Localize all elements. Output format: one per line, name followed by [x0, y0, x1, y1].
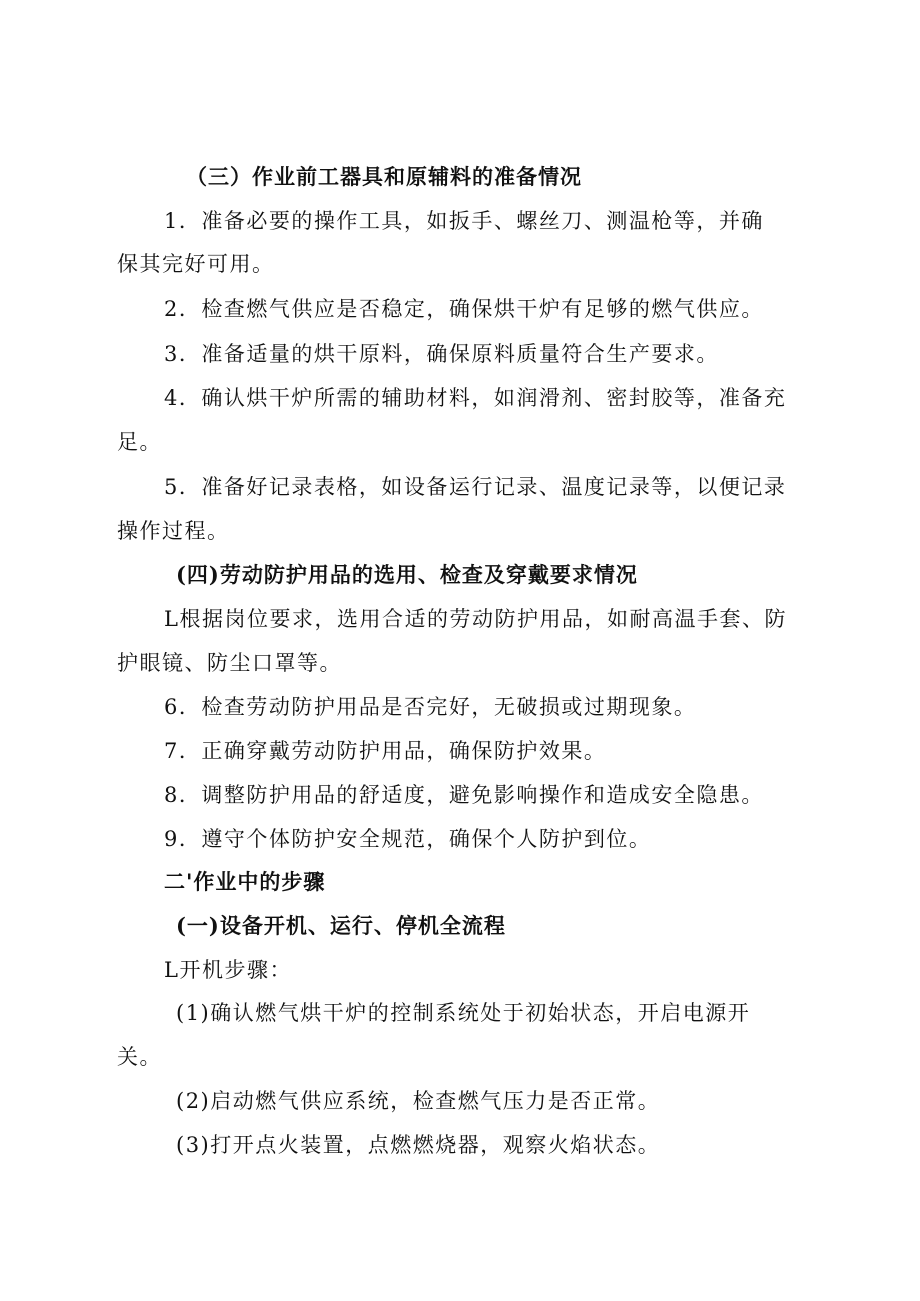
- ppe-item-1-text-continued: 护眼镜、防尘口罩等。: [117, 651, 342, 675]
- ppe-item-9-text: 9．遵守个体防护安全规范，确保个人防护到位。: [164, 827, 652, 851]
- item-4-text-continued: 足。: [117, 430, 162, 454]
- item-3-text: 3．准备适量的烘干原料，确保原料质量符合生产要求。: [164, 342, 719, 366]
- startup-step-2-text: (2)启动燃气供应系统，检查燃气压力是否正常。: [176, 1089, 661, 1113]
- item-2-text: 2．检查燃气供应是否稳定，确保烘干炉有足够的燃气供应。: [164, 297, 764, 321]
- startup-step-1-text: (1)确认燃气烘干炉的控制系统处于初始状态，开启电源开: [176, 1001, 751, 1025]
- item-1-text: 1．准备必要的操作工具，如扳手、螺丝刀、测温枪等，并确: [164, 209, 764, 233]
- section-4-heading: (四)劳动防护用品的选用、检查及穿戴要求情况: [176, 562, 638, 587]
- item-4-text: 4．确认烘干炉所需的辅助材料，如润滑剂、密封胶等，准备充: [164, 386, 787, 410]
- ppe-item-7-text: 7．正确穿戴劳动防护用品，确保防护效果。: [164, 739, 607, 763]
- item-5-text: 5．准备好记录表格，如设备运行记录、温度记录等，以便记录: [164, 475, 787, 499]
- item-5-text-continued: 操作过程。: [117, 519, 230, 543]
- ppe-item-1-text: L根据岗位要求，选用合适的劳动防护用品，如耐高温手套、防: [164, 607, 787, 631]
- item-1-text-continued: 保其完好可用。: [117, 252, 275, 276]
- ppe-item-8-text: 8．调整防护用品的舒适度，避免影响操作和造成安全隐患。: [164, 783, 764, 807]
- ppe-item-6-text: 6．检查劳动防护用品是否完好，无破损或过期现象。: [164, 695, 697, 719]
- startup-steps-label: L开机步骤：: [164, 958, 292, 982]
- startup-step-3-text: (3)打开点火装置，点燃燃烧器，观察火焰状态。: [176, 1133, 661, 1157]
- subsection-1-heading: (一)设备开机、运行、停机全流程: [176, 913, 506, 938]
- part-2-heading: 二'作业中的步骤: [164, 869, 326, 894]
- startup-step-1-text-continued: 关。: [117, 1045, 162, 1069]
- section-3-heading: （三）作业前工器具和原辅料的准备情况: [186, 164, 582, 189]
